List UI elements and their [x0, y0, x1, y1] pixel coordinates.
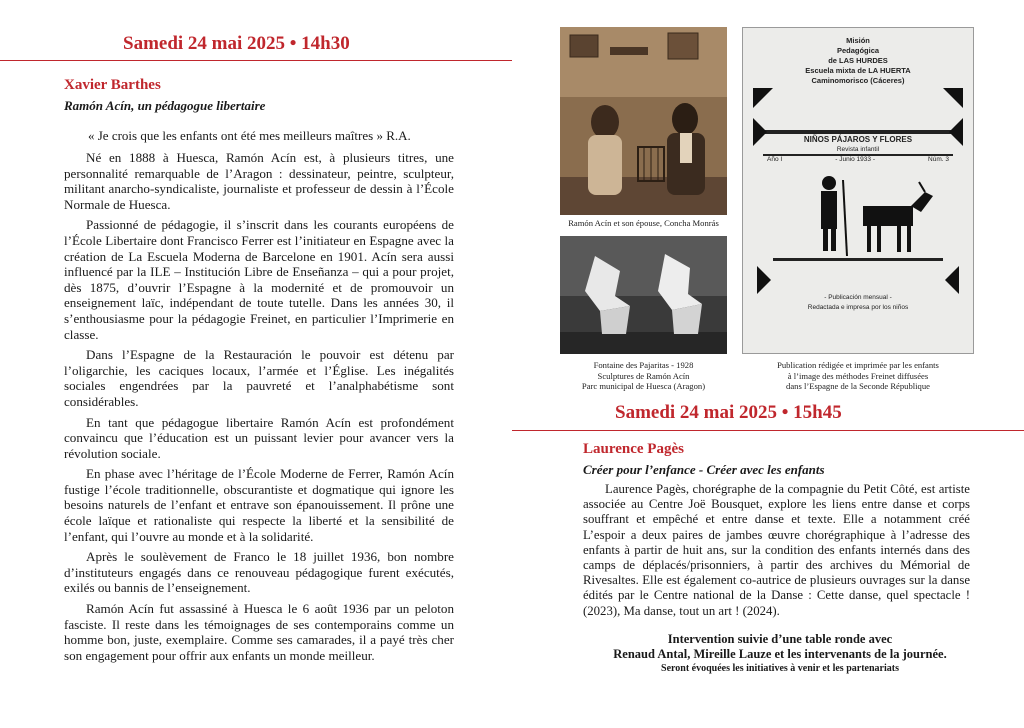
talk-title-right: Créer pour l’enfance - Créer avec les enfants — [583, 462, 825, 477]
paragraph: En tant que pédagogue libertaire Ramón Acín est profondément convaincu que l’éducation est un puissant levier pour avancer vers la révolution sociale. — [64, 414, 454, 461]
paragraph: En phase avec l’héritage de l’École Moderne de Ferrer, Ramón Acín fustige l’école traditionnelle, obscurantiste et dogmatique qui ignore les besoins naturels de l’enfant et entrave son épanouissement. Il prône une école laïque et rationaliste qui respecte la liberté et la sensibilité de l’enfant, qui l’ouvre au monde et à la solidarité. — [64, 466, 454, 544]
paragraph: Après le soulèvement de Franco le 18 juillet 1936, bon nombre d’instituteurs engagés dans ce renouveau pédagogique furent exécutés, exilés ou bannis de l’enseignement. — [64, 549, 454, 596]
magazine-header — [743, 36, 973, 86]
caption-line: Publication rédigée et imprimée par les enfants — [777, 360, 939, 370]
article-body-left — [64, 150, 454, 668]
magazine-header-line: Caminomorisco (Cáceres) — [811, 76, 905, 85]
caption-line: Parc municipal de Huesca (Aragon) — [581, 381, 706, 391]
closing-note — [560, 632, 1000, 676]
caption-line: à l’image des méthodes Freinet diffusées — [787, 370, 929, 381]
magazine-caption — [742, 360, 974, 392]
magazine-header-line: de LAS HURDES — [828, 56, 888, 65]
session-date-right: Samedi 24 mai 2025 • 15h45 — [615, 402, 842, 423]
magazine-footer — [743, 293, 973, 313]
magazine-header-line: Pedagógica — [836, 46, 880, 55]
caption-line: dans l’Espagne de la Seconde République — [786, 381, 930, 391]
magazine-issue-line — [767, 156, 949, 163]
magazine-subtitle: Revista infantil — [836, 146, 880, 153]
paragraph: Ramón Acín fut assassiné à Huesca le 6 août 1936 par un peloton fasciste. Il reste dans les témoignages de ses contemporains comme un homme bon, juste, exemplaire. Comme ses camarades, il a payé très cher son engagement pour offrir aux enfants un monde meilleur. — [64, 601, 454, 663]
couple-photo-caption: Ramón Acín et son épouse, Concha Monrás — [568, 218, 719, 228]
couple-photo — [560, 27, 727, 215]
closing-line-2: Renaud Antal, Mireille Lauze et les intervenants de la journée. — [613, 647, 947, 661]
magazine-footer-line: Redactada e impresa por los niños — [807, 304, 909, 311]
paragraph: Dans l’Espagne de la Restauración le pouvoir est détenu par l’oligarchie, les caciques locaux, l’armée et l’Église. Les inégalités sociales engendrées par la pauvreté et l’analphabétisme sont considérables. — [64, 347, 454, 409]
magazine-footer-line: - Publicación mensual - — [824, 294, 892, 301]
closing-line-3: Seront évoquées les initiatives à venir et les partenariats — [661, 663, 899, 674]
session-date-left: Samedi 24 mai 2025 • 14h30 — [123, 33, 350, 54]
sculpture-photo — [560, 236, 727, 354]
speaker-name-right: Laurence Pagès — [583, 441, 684, 457]
sculpture-photo-caption — [560, 360, 727, 392]
section-divider-right — [512, 430, 1024, 431]
talk-title-left: Ramón Acín, un pédagogue libertaire — [64, 98, 266, 113]
magazine-header-line: Misión — [846, 36, 870, 45]
magazine-title: NIÑOS PÁJAROS Y FLORES — [803, 135, 913, 144]
magazine-issue-year: Año I — [767, 156, 783, 163]
section-divider-left — [0, 60, 512, 61]
speaker-name-left: Xavier Barthes — [64, 77, 161, 93]
caption-line: Sculptures de Ramón Acín — [597, 370, 690, 381]
magazine-illustration — [743, 88, 973, 298]
magazine-issue-date: - Junio 1933 - — [835, 156, 875, 163]
caption-line: Fontaine des Pajaritas - 1928 — [593, 360, 694, 370]
magazine-cover — [742, 27, 974, 354]
closing-line-1: Intervention suivie d’une table ronde avec — [667, 632, 893, 646]
epigraph-quote: « Je crois que les enfants ont été mes meilleurs maîtres » R.A. — [88, 128, 411, 143]
magazine-issue-number: Núm. 3 — [928, 156, 949, 163]
speaker-bio-right: Laurence Pagès, chorégraphe de la compagnie du Petit Côté, est artiste associée au Centre Joë Bousquet, explore les liens entre danse et corps souffrant et empêché et entre danse et texte. Elle a notamment créé L’espoir a deux paires de jambes œuvre chorégraphique à l’adresse des enfants à partir de huit ans, sur la condition des enfants internés dans des camps de déplacés/prisonniers, à partir des archives du Mémorial de Rivesaltes. Elle est également co-autrice de plusieurs ouvrages sur la danse édités par le Centre national de la Danse : Cette danse, quel spectacle ! (2023), Ma danse, tout un art ! (2024). — [583, 482, 970, 618]
paragraph: Passionné de pédagogie, il s’inscrit dans les courants européens de l’École Libertaire dont Francisco Ferrer est l’initiateur en Espagne avec la création de La Escuela Moderna de Barcelone en 1901. Acín sera aussi influencé par la ILE – Institución Libre de Enseñanza – qui a pour projet, dès 1875, d’ouvrir l’Espagne à la modernité et de promouvoir un enseignement laïc, indépendant de toute tutelle. Dans les années 30, il s’enthousiasme pour la pédagogie Freinet, en particulier l’Imprimerie en classe. — [64, 217, 454, 342]
paragraph: Né en 1888 à Huesca, Ramón Acín est, à plusieurs titres, une personnalité remarquable de l’Aragon : dessinateur, peintre, sculpteur, militant anarcho-syndicaliste, journaliste et professeur de dessin à l’École Normale de Huesca. — [64, 150, 454, 212]
magazine-header-line: Escuela mixta de LA HUERTA — [805, 66, 911, 75]
